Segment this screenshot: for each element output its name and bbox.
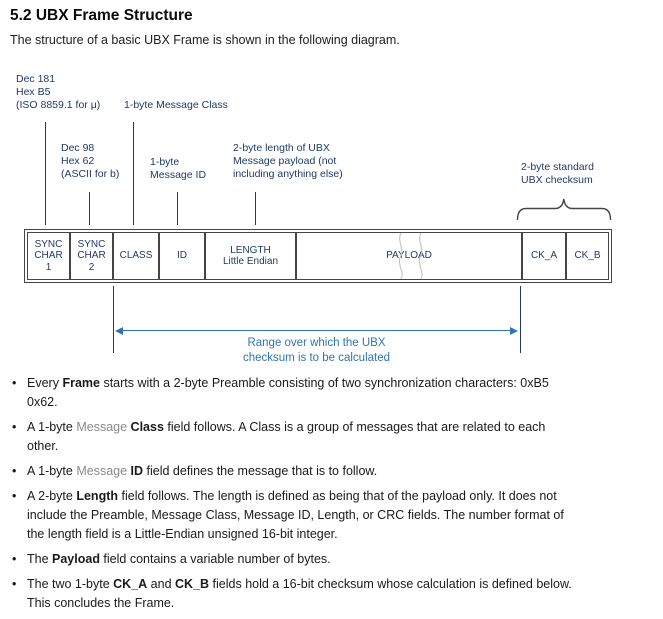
bullet-text-segment: and (147, 577, 176, 591)
cell-line: CK_A (530, 250, 558, 262)
cell-line: CK_B (574, 250, 601, 262)
bullet-marker-icon: • (12, 489, 17, 503)
bullet-text-segment: Every (27, 376, 63, 390)
bullet-item (10, 575, 648, 613)
label-checksum (521, 161, 594, 187)
bullet-text-segment: 0x62. (27, 395, 58, 409)
bullet-item (10, 462, 648, 481)
bullet-text-segment: A 2-byte (27, 489, 77, 503)
range-label-line: checksum is to be calculated (242, 352, 391, 364)
bullet-text-segment: fields hold a 16-bit checksum whose calculation is defined below. (209, 577, 572, 591)
label-message-id (150, 156, 206, 182)
bullet-text-segment: starts with a 2-byte Preamble consisting of two synchronization characters: 0xB5 (99, 376, 549, 390)
frame-cell-class (113, 232, 159, 280)
bullet-text-segment: The (27, 552, 53, 566)
label-line: UBX checksum (521, 174, 593, 186)
payload-break-marker-icon (393, 233, 429, 279)
label-line: 1-byte (150, 156, 180, 168)
cell-line: 1 (45, 261, 52, 273)
cell-line: CHAR (34, 250, 63, 262)
cell-line: CHAR (77, 250, 106, 262)
frame-box (24, 229, 612, 283)
bullet-text-segment: include the Preamble, Message Class, Message ID, Length, or CRC fields. The number format of (27, 508, 564, 522)
bullet-text-segment: Message (76, 420, 131, 434)
checksum-brace (516, 197, 612, 223)
bullet-text-segment: Message (76, 464, 131, 478)
cell-line: SYNC (77, 238, 106, 250)
bullet-item (10, 550, 648, 569)
leader-line (255, 192, 256, 225)
label-line: Dec 181 (16, 73, 56, 85)
frame-cell-ck-b (566, 232, 609, 280)
label-line: (ASCII for b) (61, 168, 120, 180)
bullet-item (10, 418, 648, 456)
frame-cell-ck-a (522, 232, 566, 280)
bullet-text-segment: the length field is a Little-Endian unsigned 16-bit integer. (27, 527, 338, 541)
label-line: 1-byte Message Class (124, 99, 228, 111)
bullet-text-segment: field defines the message that is to follow. (143, 464, 378, 478)
bullet-text-segment: field follows. The length is defined as being that of the payload only. It does not (118, 489, 557, 503)
cell-line: SYNC (34, 238, 63, 250)
cell-line: Little Endian (222, 256, 279, 267)
label-line: 2-byte standard (521, 161, 594, 173)
label-line: 2-byte length of UBX (233, 142, 330, 154)
range-label-line: Range over which the UBX (247, 337, 386, 349)
page-title: 5.2 UBX Frame Structure (10, 7, 193, 24)
leader-line (45, 122, 46, 225)
frame-cell-sync-char-2 (70, 232, 113, 280)
cell-line: 2 (88, 261, 95, 273)
bullet-marker-icon: • (12, 464, 17, 478)
label-length (233, 142, 343, 181)
bullet-text-segment: CK_A (113, 577, 148, 591)
bullet-text-segment: ID (130, 464, 144, 478)
bullet-list (10, 374, 648, 619)
bullet-text-segment: A 1-byte (27, 464, 77, 478)
bullet-text-segment: field follows. A Class is a group of messages that are related to each (163, 420, 546, 434)
bullet-text-segment: CK_B (175, 577, 210, 591)
cell-line: LENGTH (230, 244, 271, 256)
bullet-text-segment: This concludes the Frame. (27, 596, 175, 610)
cell-line: PAYLOAD (386, 250, 432, 262)
frame-cell-sync-char-1 (27, 232, 70, 280)
label-sync-char-2 (61, 142, 119, 181)
label-line: including anything else) (233, 168, 343, 180)
bullet-marker-icon: • (12, 420, 17, 434)
label-line: Dec 98 (61, 142, 95, 154)
bullet-item (10, 374, 648, 412)
bullet-text-segment: The two 1-byte (27, 577, 114, 591)
bullet-text-segment: A 1-byte (27, 420, 77, 434)
bullet-marker-icon: • (12, 552, 17, 566)
frame-cell-length (205, 232, 296, 280)
bullet-text-segment: field contains a variable number of bytes. (99, 552, 331, 566)
intro-text: The structure of a basic UBX Frame is shown in the following diagram. (10, 33, 400, 47)
label-line: Message ID (150, 169, 207, 181)
bullet-marker-icon: • (12, 577, 17, 591)
bullet-text-segment: Class (130, 420, 164, 434)
bullet-item (10, 487, 648, 544)
bullet-marker-icon: • (12, 376, 17, 390)
bullet-text-segment: Payload (52, 552, 100, 566)
label-line: Hex 62 (61, 155, 95, 167)
leader-line (133, 122, 134, 225)
arrow-head-left-icon (115, 327, 123, 335)
cell-line: CLASS (119, 250, 153, 262)
bullet-text-segment: other. (27, 439, 59, 453)
leader-line (89, 192, 90, 225)
checksum-range-label (113, 336, 520, 366)
bullet-text-segment: Frame (62, 376, 100, 390)
frame-cell-payload (296, 232, 522, 280)
checksum-range-arrow (121, 330, 512, 331)
bullet-text-segment: Length (76, 489, 119, 503)
checksum-range-boundary-right (520, 286, 521, 353)
label-line: Hex B5 (16, 86, 51, 98)
label-line: Message payload (not (233, 155, 337, 167)
frame-cell-id (159, 232, 205, 280)
cell-line: ID (177, 250, 187, 262)
arrow-head-right-icon (510, 327, 518, 335)
label-message-class (124, 99, 228, 112)
label-sync-char-1 (16, 73, 100, 112)
label-line: (ISO 8859.1 for μ) (16, 99, 101, 111)
leader-line (177, 192, 178, 225)
